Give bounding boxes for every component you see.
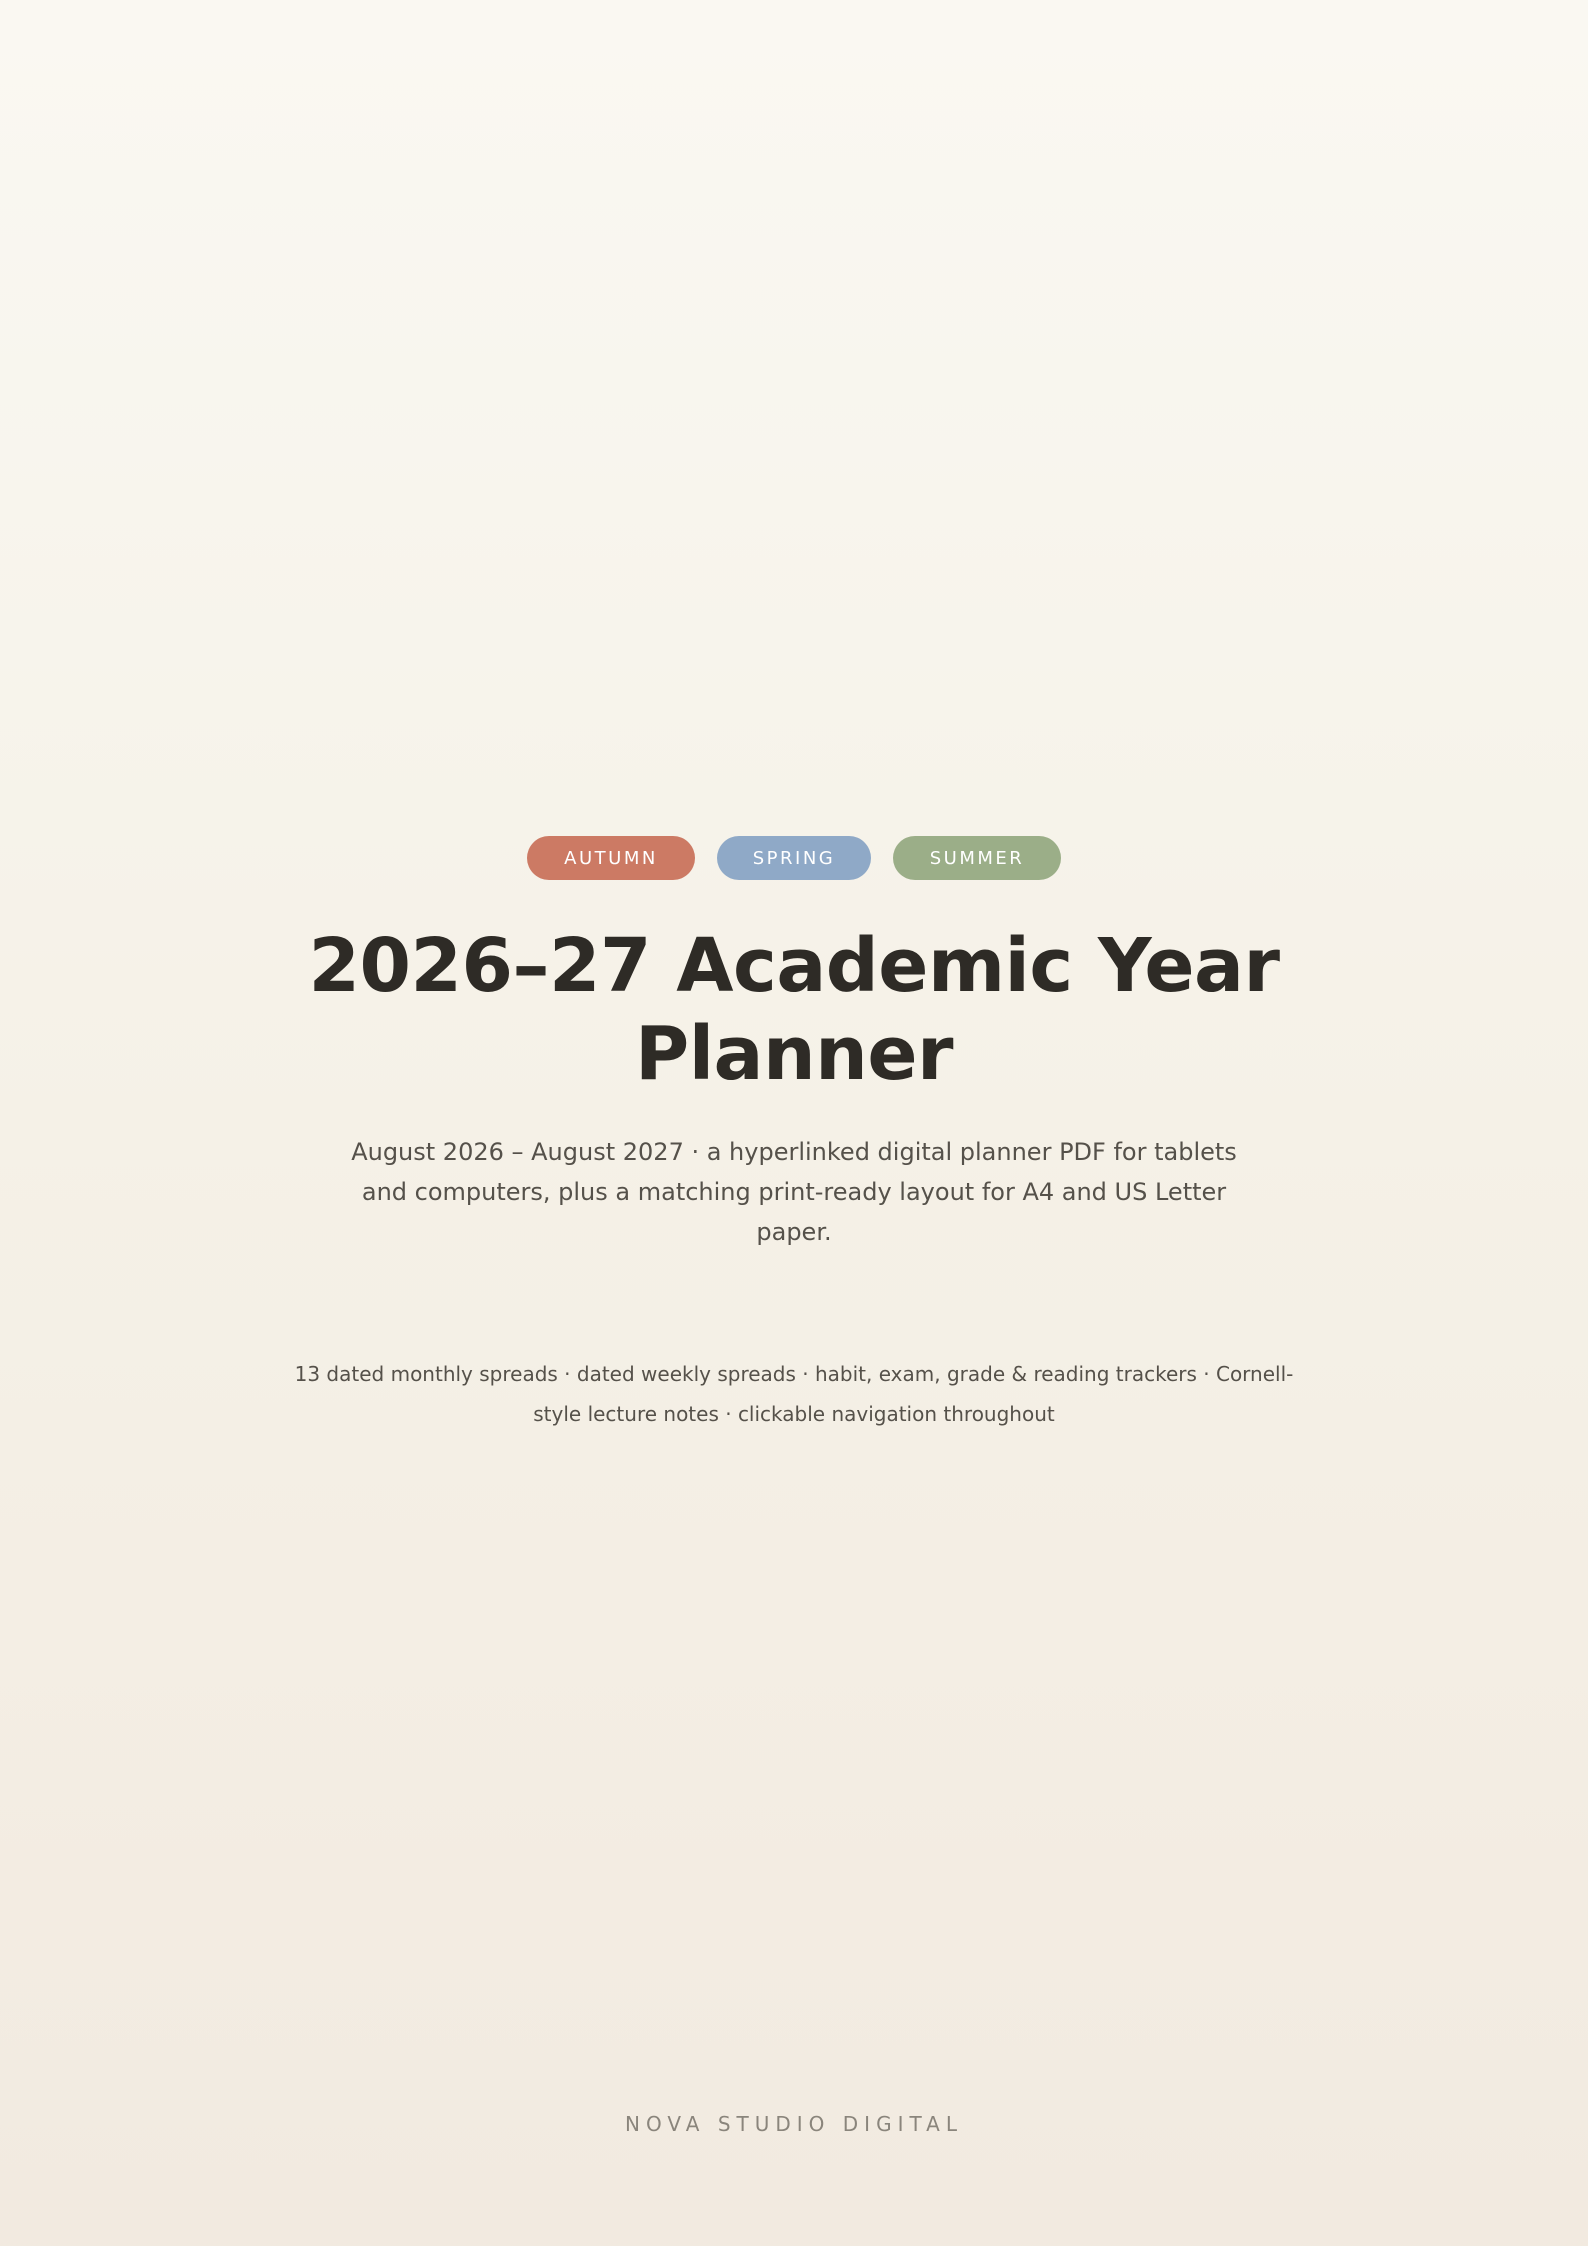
tag-summer: SUMMER <box>893 836 1061 880</box>
page-subtitle: August 2026 – August 2027 · a hyperlinked digital planner PDF for tablets and computers, plus a matching print-ready layout for A4 and US Letter paper. <box>351 1138 1237 1246</box>
brand-name: NOVA STUDIO DIGITAL <box>625 2112 963 2136</box>
feature-list: 13 dated monthly spreads · dated weekly spreads · habit, exam, grade & reading trackers · Cornell-style lecture notes · clickable navigation throughout <box>294 1362 1294 1426</box>
season-tags <box>0 836 1588 880</box>
page-title: 2026–27 Academic Year Planner <box>308 923 1280 1097</box>
tag-spring: SPRING <box>717 836 871 880</box>
tag-autumn: AUTUMN <box>527 836 695 880</box>
